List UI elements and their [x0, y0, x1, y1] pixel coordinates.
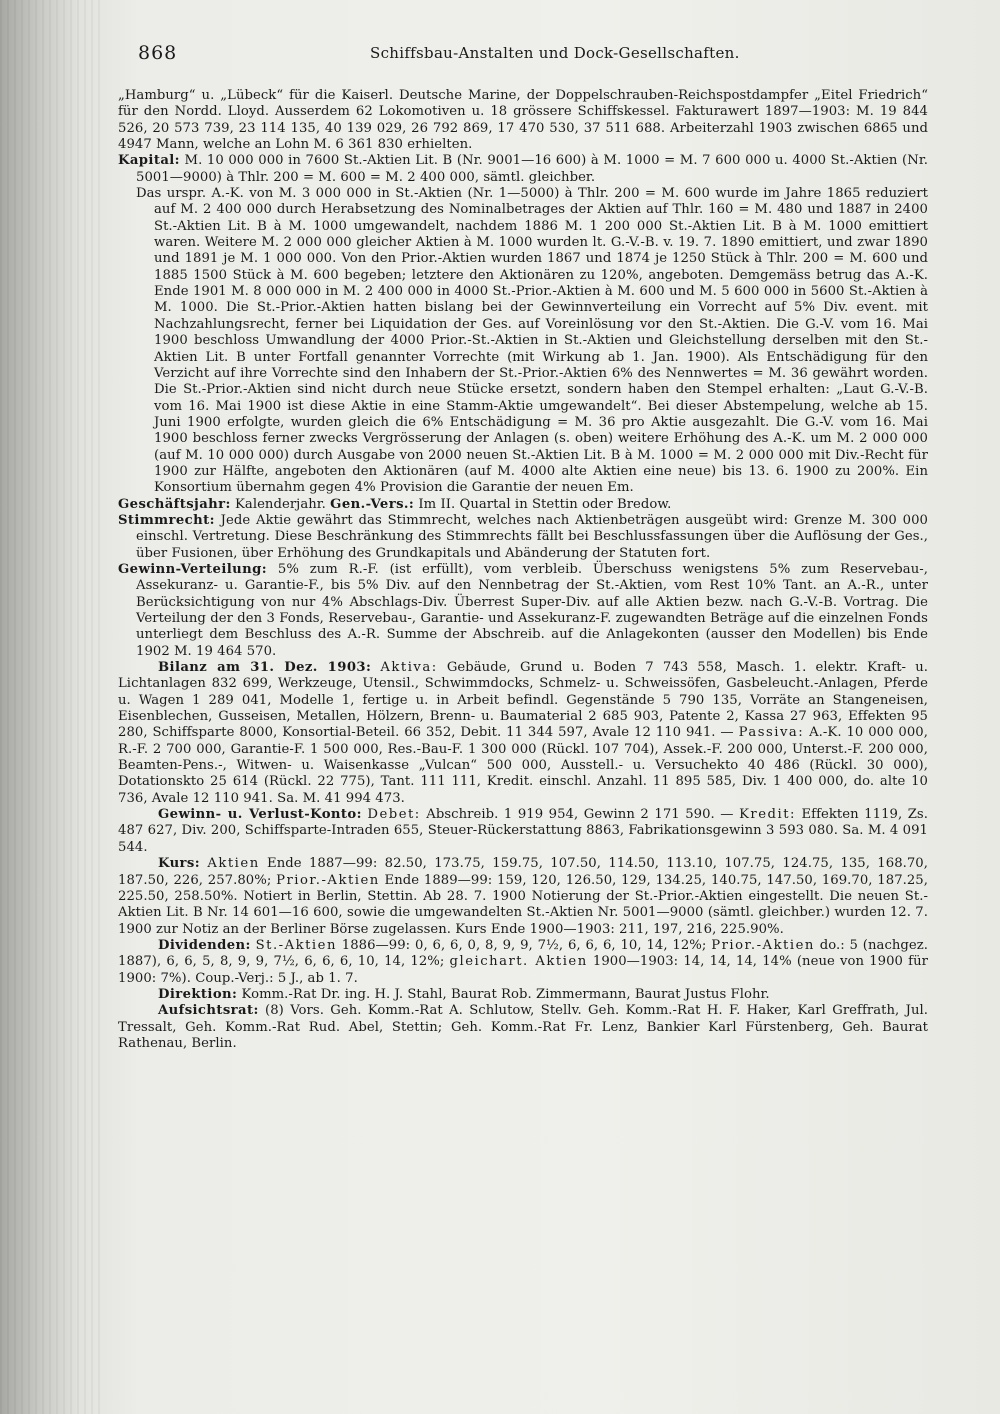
guv-section [118, 807, 928, 856]
kurs-label: Kurs: [158, 856, 201, 872]
debet-label: Debet: [367, 807, 421, 823]
gewinn-verteilung-text: 5% zum R.-F. (ist erfüllt), vom verbleib. Überschuss wenigstens 5% zum Reservebau-, Assekuranz- u. Garantie-F., bis 5% Div. auf den Nennbetrag der St.-Aktien, vom Rest 10% Tant. an A.-R., unter Berücksichtigung von nur 4% Abschlags-Div. Überrest Super-Div. auf alle Aktien bezw. nach G.-V.-B. Vortrag. Die Verteilung der den 3 Fonds, Reservebau-, Garantie- und Assekuranz-F. zugewandten Beträge auf die einzelnen Fonds unterliegt dem Beschluss des A.-R. Summe der Abschreib. auf die Anlagekonten (ausser den Modellen) bis Ende 1902 M. 19 464 570. [136, 561, 928, 659]
stimmrecht-label: Stimmrecht: [118, 512, 215, 528]
kapital-label: Kapital: [118, 153, 180, 169]
dividenden-label: Dividenden: [158, 937, 251, 953]
direktion-label: Direktion: [158, 986, 238, 1002]
direktion-text: Komm.-Rat Dr. ing. H. J. Stahl, Baurat Rob. Zimmermann, Baurat Justus Flohr. [241, 986, 770, 1002]
intro-text: „Hamburg“ u. „Lübeck“ für die Kaiserl. Deutsche Marine, der Doppelschrauben-Reichspostdampfer „Eitel Friedrich“ für den Nordd. Lloyd. Ausserdem 62 Lokomotiven u. 18 grössere Schiffskessel. Fakturawert 1897—1903: M. 19 844 526, 20 573 739, 23 114 135, 40 139 029, 26 792 869, 17 470 530, 37 511 688. Arbeiterzahl 1903 zwischen 6865 und 4947 Mann, welche an Lohn M. 6 361 830 erhielten. [118, 88, 928, 153]
gen-vers-label: Gen.-Vers.: [330, 496, 415, 512]
aufsichtsrat-label: Aufsichtsrat: [158, 1003, 259, 1019]
direktion-section [118, 987, 928, 1003]
kapital-text: M. 10 000 000 in 7600 St.-Aktien Lit. B (Nr. 9001—16 600) à M. 1000 = M. 7 600 000 u. 4000 St.-Aktien (Nr. 5001—9000) à Thlr. 200 = M. 600 = M. 2 400 000, sämtl. gleichber. [136, 153, 928, 185]
running-head [138, 40, 928, 68]
kapital-history-text: Das urspr. A.-K. von M. 3 000 000 in St.-Aktien (Nr. 1—5000) à Thlr. 200 = M. 600 wurde im Jahre 1865 reduziert auf M. 2 400 000 durch Herabsetzung des Nominalbetrages der Aktien auf Thlr. 160 = M. 480 und 1887 in 2400 St.-Aktien Lit. B à M. 1000 umgewandelt, nachdem 1886 M. 1 200 000 St.-Aktien Lit. B à M. 1000 emittiert waren. Weitere M. 2 000 000 gleicher Aktien à M. 1000 wurden lt. G.-V.-B. v. 19. 7. 1890 emittiert, und zwar 1890 und 1891 je M. 1 000 000. Von den Prior.-Aktien wurden 1867 und 1874 je 1250 Stück à Thlr. 200 = M. 600 und 1885 1500 Stück à M. 600 begeben; letztere den Aktionären zu 120%, angeboten. Demgemäss betrug das A.-K. Ende 1901 M. 8 000 000 in M. 2 400 000 in 4000 St.-Prior.-Aktien à M. 600 und M. 5 600 000 in 5600 St.-Aktien à M. 1000. Die St.-Prior.-Aktien hatten bislang bei der Gewinnverteilung ein Vorrecht auf 5% Div. event. mit Nachzahlungsrecht, ferner bei Liquidation der Ges. auf Voreinlösung vor den St.-Aktien. Die G.-V. vom 16. Mai 1900 beschloss Umwandlung der 4000 Prior.-St.-Aktien in St.-Aktien und Gleichstellung derselben mit den St.-Aktien Lit. B unter Fortfall genannter Vorrechte (mit Wirkung ab 1. Jan. 1900). Als Entschädigung für den Verzicht auf ihre Vorrechte sind den Inhabern der St.-Prior.-Aktien 6% des Nennwertes = M. 36 gewährt worden. Die St.-Prior.-Aktien sind nicht durch neue Stücke ersetzt, sondern haben den Stempel erhalten: „Laut G.-V.-B. vom 16. Mai 1900 ist diese Aktie in eine Stamm-Aktie umgewandelt“. Bei dieser Abstempelung, welche ab 15. Juni 1900 erfolgte, wurden gleich die 6% Entschädigung = M. 36 pro Aktie ausgezahlt. Die G.-V. vom 16. Mai 1900 beschloss ferner zwecks Vergrösserung der Anlagen (s. oben) weitere Erhöhung des A.-K. um M. 2 000 000 (auf M. 10 000 000) durch Ausgabe von 2000 neuen St.-Aktien Lit. B à M. 1000 = M. 2 000 000 mit Div.-Recht für 1900 zur Hälfte, angeboten den Aktionären (auf M. 4000 alte Aktien eine neue) bis 13. 6. 1900 zu 200%. Ein Konsortium übernahm gegen 4% Provision die Garantie der neuen Em. [136, 186, 928, 496]
guv-debet-text: Abschreib. 1 919 954, Gewinn 2 171 590. — [426, 807, 734, 823]
bilanz-label: Bilanz am 31. Dez. 1903: [158, 660, 372, 676]
aufsichtsrat-section [118, 1003, 928, 1052]
geschaeftsjahr-text: Kalenderjahr. [235, 496, 326, 512]
page-number: 868 [138, 42, 178, 64]
dividenden-gleich-text: 1900—1903: 14, 14, 14, 14% (neue von 1900 für 1900: 7%). Coup.-Verj.: 5 J., ab 1. 7. [118, 954, 928, 986]
kurs-section [118, 856, 928, 938]
stimmrecht-text: Jede Aktie gewährt das Stimmrecht, welches nach Aktienbeträgen ausgeübt wird: Grenze M. 300 000 einschl. Vertretung. Diese Beschränkung des Stimmrechts fällt bei Beschlussfassungen über die Auflösung der Ges., über Fusionen, über Erhöhung des Grundkapitals und Abänderung der Statuten fort. [136, 512, 928, 561]
dividenden-gleich-label: gleichart. Aktien [449, 954, 588, 970]
geschaeftsjahr-label: Geschäftsjahr: [118, 496, 231, 512]
aufsichtsrat-text: (8) Vors. Geh. Komm.-Rat A. Schlutow, Stellv. Geh. Komm.-Rat H. F. Haker, Karl Greffrath, Jul. Tressalt, Geh. Komm.-Rat Rud. Abel, Stettin; Geh. Komm.-Rat Fr. Lenz, Bankier Karl Fürstenberg, Geh. Baurat Rathenau, Berlin. [118, 1003, 928, 1051]
aktiva-label: Aktiva: [380, 660, 438, 676]
kapital-history [118, 186, 928, 497]
stimmrecht-section [118, 513, 928, 562]
kurs-prior-text: Ende 1889—99: 159, 120, 126.50, 129, 134.25, 140.75, 147.50, 169.70, 187.25, 225.50, 258.50%. Notiert in Berlin, Stettin. Ab 28. 7. 1900 Notierung der St.-Prior.-Aktien eingestellt. Die neuen St.-Aktien Lit. B Nr. 14 601—16 600, sowie die umgewandelten St.-Aktien Nr. 5001—9000 (sämtl. gleichber.) wurden 12. 7. 1900 zur Notiz an der Berliner Börse zugelassen. Kurs Ende 1900—1903: 211, 197, 216, 225.90%. [118, 872, 928, 937]
kurs-prior-label: Prior.-Aktien [276, 872, 380, 888]
kapital-section [118, 153, 928, 186]
dividenden-prior-text: do.: 5 (nachgez. 1887), 6, 6, 5, 8, 9, 9, 7½, 6, 6, 6, 10, 14, 12%; [118, 937, 928, 970]
gewinn-verteilung-label: Gewinn-Verteilung: [118, 561, 268, 577]
intro-paragraph [118, 88, 928, 153]
dividenden-prior-label: Prior.-Aktien [711, 937, 815, 953]
guv-label: Gewinn- u. Verlust-Konto: [158, 807, 362, 823]
bilanz-section [118, 660, 928, 807]
running-title: Schiffsbau-Anstalten und Dock-Gesellschaften. [370, 44, 740, 62]
gewinn-verteilung-section [118, 562, 928, 660]
kurs-aktien-text: Ende 1887—99: 82.50, 173.75, 159.75, 107.50, 114.50, 113.10, 107.75, 124.75, 135, 168.70, 187.50, 226, 257.80%; [118, 856, 928, 888]
kurs-aktien-label: Aktien [207, 856, 260, 872]
body-text [118, 88, 928, 1052]
passiva-label: Passiva: [738, 725, 805, 741]
dividenden-st-text: 1886—99: 0, 6, 6, 0, 8, 9, 9, 7½, 6, 6, 6, 10, 14, 12%; [341, 937, 707, 953]
bilanz-passiva-text: A.-K. 10 000 000, R.-F. 2 700 000, Garantie-F. 1 500 000, Res.-Bau-F. 1 300 000 (Rückl. 107 704), Assek.-F. 200 000, Unterst.-F. 200 000, Beamten-Pens.-, Witwen- u. Waisenkasse „Vulcan“ 500 000, Ausstell.- u. Versuchekto 40 486 (Rückl. 30 000), Dotationskto 25 614 (Rückl. 22 775), Tant. 111 111, Kredit. einschl. Anzahl. 11 895 585, Div. 1 400 000, do. alte 10 736, Avale 12 110 941. Sa. M. 41 994 473. [118, 725, 928, 806]
gen-vers-text: Im II. Quartal in Stettin oder Bredow. [418, 496, 672, 512]
page-content [118, 40, 928, 1380]
guv-kredit-text: Effekten 1119, Zs. 487 627, Div. 200, Schiffsparte-Intraden 655, Steuer-Rückerstattung 8863, Fabrikationsgewinn 3 593 080. Sa. M. 4 091 544. [118, 807, 928, 855]
bilanz-aktiva-text: Gebäude, Grund u. Boden 7 743 558, Masch. 1. elektr. Kraft- u. Lichtanlagen 832 699, Werkzeuge, Utensil., Schwimmdocks, Schmelz- u. Schweissöfen, Gasbeleucht.-Anlagen, Pferde u. Wagen 1 289 041, Modelle 1, fertige u. in Arbeit befindl. Gegenstände 5 790 135, Vorräte an Stangeneisen, Eisenblechen, Gusseisen, Metallen, Hölzern, Brenn- u. Baumaterial 2 685 903, Patente 2, Kassa 27 963, Effekten 95 280, Schiffsparte 8000, Konsortial-Beteil. 66 352, Debit. 11 344 597, Avale 12 110 941. — [118, 660, 928, 741]
geschaeftsjahr-section [118, 497, 928, 513]
dividenden-st-label: St.-Aktien [255, 937, 337, 953]
dividenden-section [118, 938, 928, 987]
binding-gutter [0, 0, 100, 1414]
kredit-label: Kredit: [739, 807, 796, 823]
